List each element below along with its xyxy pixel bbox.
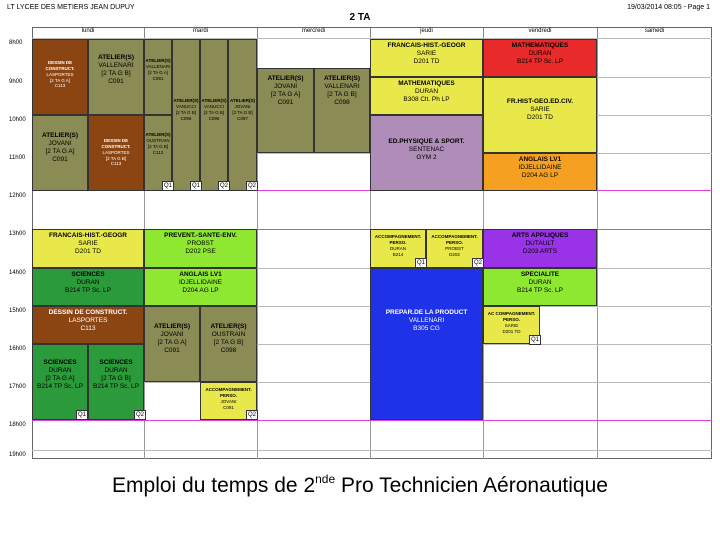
course-group: [2 TA G B] (203, 109, 225, 115)
course-anglais[interactable] (483, 153, 597, 191)
course-mathematiques[interactable] (483, 39, 597, 77)
course-atelier[interactable] (200, 306, 257, 382)
course-atelier[interactable] (88, 39, 144, 115)
course-room: C091 (108, 78, 124, 86)
course-room: B214 TP Sc. LP (516, 287, 563, 295)
course-teacher: VALLENARI (98, 62, 134, 70)
course-teacher: DURAN (528, 279, 552, 287)
course-group: [2 TA G B] (213, 339, 244, 347)
page-caption (0, 474, 720, 498)
course-room: C098 (220, 347, 237, 355)
course-teacher: VALLENARI (408, 317, 445, 325)
course-title: ATELIER(S) (154, 323, 190, 330)
hour-label: 8h00 (9, 40, 23, 46)
course-title: SCIENCES (43, 359, 77, 366)
day-header-jeudi: jeudi (370, 28, 484, 38)
group-tag-q2: Q2 (248, 412, 257, 418)
course-ed-physique[interactable] (370, 115, 483, 191)
course-room: C097 (237, 115, 248, 121)
course-title: SCIENCES (71, 271, 105, 278)
day-header-lundi: lundi (32, 28, 145, 38)
course-sciences[interactable] (88, 344, 144, 420)
group-tag-q1: Q1 (531, 337, 540, 343)
course-teacher: DURAN (414, 88, 439, 96)
course-title: ATELIER(S) (42, 132, 78, 139)
course-teacher: VANUCCI (204, 103, 224, 109)
course-prepar-product[interactable] (370, 268, 483, 420)
course-mathematiques[interactable] (370, 77, 483, 115)
course-room: D203 ARTS (522, 248, 558, 256)
course-atelier[interactable] (228, 39, 257, 191)
course-group: [2 TA G B] (101, 375, 131, 383)
course-title: FR.HIST-GEO.ED.CIV. (506, 98, 574, 105)
course-room: C091 (152, 75, 164, 81)
course-teacher: LASPORTES (46, 71, 74, 77)
print-stamp: 19/03/2014 08:05 - Page 1 (627, 4, 710, 11)
group-tag-q1: Q1 (164, 183, 173, 189)
course-title: FRANCAIS-HIST.-GEOGR (49, 232, 127, 239)
course-title: AC COMPAGNEMENT. PERSO. (487, 311, 536, 322)
course-teacher: LASPORTES (102, 149, 130, 155)
course-group: [2 TA G B] (327, 91, 357, 99)
course-room: C113 (54, 83, 66, 89)
course-room: D201 TD (527, 114, 553, 122)
course-teacher: JOVANI (160, 331, 184, 339)
course-teacher: DUTAULT (525, 240, 555, 248)
course-group: [2 TA G A] (49, 77, 71, 83)
course-teacher: JOVANI (48, 140, 72, 148)
course-room: B308 Clt. Ph LP (403, 96, 450, 104)
hour-label: 19h00 (9, 452, 26, 458)
course-atelier[interactable] (314, 68, 370, 153)
hour-label: 18h00 (9, 422, 26, 428)
course-fr-hist-geo[interactable] (483, 77, 597, 153)
hour-label: 13h00 (9, 231, 26, 237)
day-header-mardi: mardi (144, 28, 258, 38)
day-header-vendredi: vendredi (483, 28, 598, 38)
course-room: C096 (180, 115, 192, 121)
course-teacher: LASPORTES (68, 317, 108, 325)
group-tag-q1: Q1 (417, 260, 426, 266)
caption-text: Emploi du temps de 2 (112, 474, 316, 497)
course-title: DESSIN DE CONSTRUCT. (48, 309, 128, 316)
course-title: DESSIN DE CONSTRUCT. (45, 60, 75, 71)
course-room: B214 TP Sc. LP (36, 383, 83, 391)
course-group: [2 TA G B] (147, 143, 169, 149)
group-tag-q1: Q1 (192, 183, 201, 189)
course-teacher: OUSTRAIN (211, 331, 246, 339)
course-teacher: VALLENARI (324, 83, 360, 91)
course-dessin-construct[interactable] (32, 306, 144, 344)
course-room: C113 (152, 149, 164, 155)
course-title: MATHEMATIQUES (511, 42, 569, 49)
course-teacher: JOVANI (274, 83, 297, 91)
course-teacher: VANUCCI (176, 103, 196, 109)
course-room: C091 (277, 99, 294, 107)
course-title: ATELIER(S) (173, 98, 199, 103)
hour-line (32, 450, 712, 451)
day-header-samedi: samedi (644, 28, 665, 34)
course-atelier[interactable] (200, 39, 228, 191)
course-teacher: OUSTRAIN (146, 137, 170, 143)
course-teacher: DURAN (528, 50, 552, 58)
course-atelier[interactable] (144, 115, 172, 191)
course-prevent-sante[interactable] (144, 229, 257, 268)
course-title: ATELIER(S) (145, 58, 171, 63)
course-room: C091 (52, 156, 68, 164)
course-title: ACCOMPAGNEMENT. PERSO. (205, 387, 252, 398)
course-room: B214 (392, 251, 404, 257)
course-title: DESSIN DE CONSTRUCT. (101, 138, 131, 149)
course-teacher: SARIE (416, 50, 437, 58)
course-teacher: JOVANI (234, 103, 251, 109)
course-title: FRANCAIS-HIST.-GEOGR (387, 42, 466, 49)
course-room: D204 AG LP (182, 287, 219, 295)
course-group: [2 TA G A] (45, 148, 75, 156)
course-room: C091 (223, 404, 234, 410)
hour-label: 16h00 (9, 346, 26, 352)
course-atelier[interactable] (172, 39, 200, 191)
course-title: ATELIER(S) (201, 98, 227, 103)
course-room: D204 AG LP (521, 172, 559, 180)
course-room: C113 (80, 325, 96, 333)
course-room: B305 CG (413, 325, 440, 333)
course-francais[interactable] (32, 229, 144, 268)
course-title: ATELIER(S) (230, 98, 255, 103)
course-group: [2 TA G A] (157, 339, 187, 347)
course-teacher: JOVANI (220, 398, 237, 404)
course-title: PREVENT.-SANTE-ENV. (164, 232, 237, 239)
course-teacher: SARIE (78, 240, 98, 248)
course-room: D201 TD (75, 248, 101, 256)
course-room: B214 TP Sc. LP (516, 58, 563, 66)
hour-label: 17h00 (9, 384, 26, 390)
course-room: C091 (164, 347, 180, 355)
course-title: ATELIER(S) (324, 75, 360, 82)
hour-label: 12h00 (9, 193, 26, 199)
caption-text-rest: Pro Technicien Aéronautique (335, 474, 608, 497)
course-anglais[interactable] (144, 268, 257, 306)
course-teacher: DURAN (76, 279, 100, 287)
day-header-mercredi: mercredi (257, 28, 371, 38)
course-dessin-construct[interactable] (32, 39, 88, 115)
course-room: D202 PSE (185, 248, 216, 256)
group-tag-q1: Q1 (78, 412, 87, 418)
course-title: ANGLAIS LV1 (518, 156, 562, 163)
hour-label: 11h00 (9, 155, 26, 161)
course-group: [2 TA G B] (105, 155, 127, 161)
course-title: ATELIER(S) (98, 54, 134, 61)
course-title: ATELIER(S) (210, 323, 247, 330)
course-group: [2 TA G A] (270, 91, 301, 99)
course-teacher: VALLENARI (145, 63, 171, 69)
course-teacher: SENTENAC (408, 146, 445, 154)
course-room: GYM 2 (416, 154, 437, 162)
course-room: C113 (110, 161, 122, 167)
course-atelier[interactable] (144, 39, 172, 115)
course-group: [2 TA G B] (232, 109, 253, 115)
course-room: D202 (449, 251, 460, 257)
course-sciences[interactable] (32, 268, 144, 306)
class-title: 2 TA (349, 12, 371, 23)
hour-label: 9h00 (9, 79, 23, 85)
course-teacher: PROBST (445, 245, 464, 251)
course-teacher: DURAN (48, 367, 72, 375)
course-title: ACCOMPAGNEMENT. PERSO. (374, 234, 422, 245)
hour-label: 14h00 (9, 270, 26, 276)
course-teacher: SARIE (504, 322, 519, 328)
course-teacher: IDJELLIDAINE (179, 279, 222, 287)
group-tag-q2: Q2 (136, 412, 145, 418)
course-group: [2 TA G A] (45, 375, 75, 383)
course-title: SPECIALITE (520, 271, 560, 278)
hour-label: 15h00 (9, 308, 26, 314)
course-room: B214 TP Sc. LP (64, 287, 111, 295)
course-teacher: SARIE (530, 106, 550, 114)
course-atelier[interactable] (32, 115, 88, 191)
course-title: ARTS APPLIQUES (511, 232, 569, 239)
course-room: B214 TP Sc. LP (92, 383, 139, 391)
caption-superscript: nde (315, 472, 336, 486)
course-room: D201 TD (413, 58, 440, 66)
course-title: ACCOMPAGNEMENT. PERSO. (431, 234, 478, 245)
course-title: SCIENCES (99, 359, 133, 366)
course-group: [2 TA G B] (101, 70, 131, 78)
course-room: C096 (208, 115, 220, 121)
course-group: [2 TA G B] (175, 109, 197, 115)
course-francais[interactable] (370, 39, 483, 77)
course-atelier[interactable] (257, 68, 314, 153)
course-room: C098 (334, 99, 350, 107)
course-arts-appliques[interactable] (483, 229, 597, 268)
course-dessin-construct[interactable] (88, 115, 144, 191)
course-title: ANGLAIS LV1 (179, 271, 222, 278)
course-teacher: IDJELLIDAINE (518, 164, 562, 172)
course-title: ED.PHYSIQUE & SPORT. (388, 138, 465, 145)
school-name: LT LYCEE DES METIERS JEAN DUPUY (7, 4, 135, 11)
course-specialite[interactable] (483, 268, 597, 306)
course-title: ATELIER(S) (145, 132, 171, 137)
course-sciences[interactable] (32, 344, 88, 420)
course-teacher: DURAN (104, 367, 128, 375)
course-room: D201 TD (502, 328, 521, 334)
hour-label: 10h00 (9, 117, 26, 123)
course-title: ATELIER(S) (267, 75, 304, 82)
group-tag-q2: Q2 (248, 183, 257, 189)
group-tag-q2: Q2 (220, 183, 229, 189)
course-group: [2 TA G A] (147, 69, 169, 75)
group-tag-q2: Q2 (474, 260, 483, 266)
evening-line (32, 420, 712, 421)
day-divider (597, 38, 598, 459)
course-teacher: PROBST (187, 240, 214, 248)
course-atelier[interactable] (144, 306, 200, 382)
course-title: MATHEMATIQUES (398, 80, 455, 87)
course-teacher: DURAN (389, 245, 406, 251)
course-title: PREPAR.DE LA PRODUCT (385, 309, 468, 316)
